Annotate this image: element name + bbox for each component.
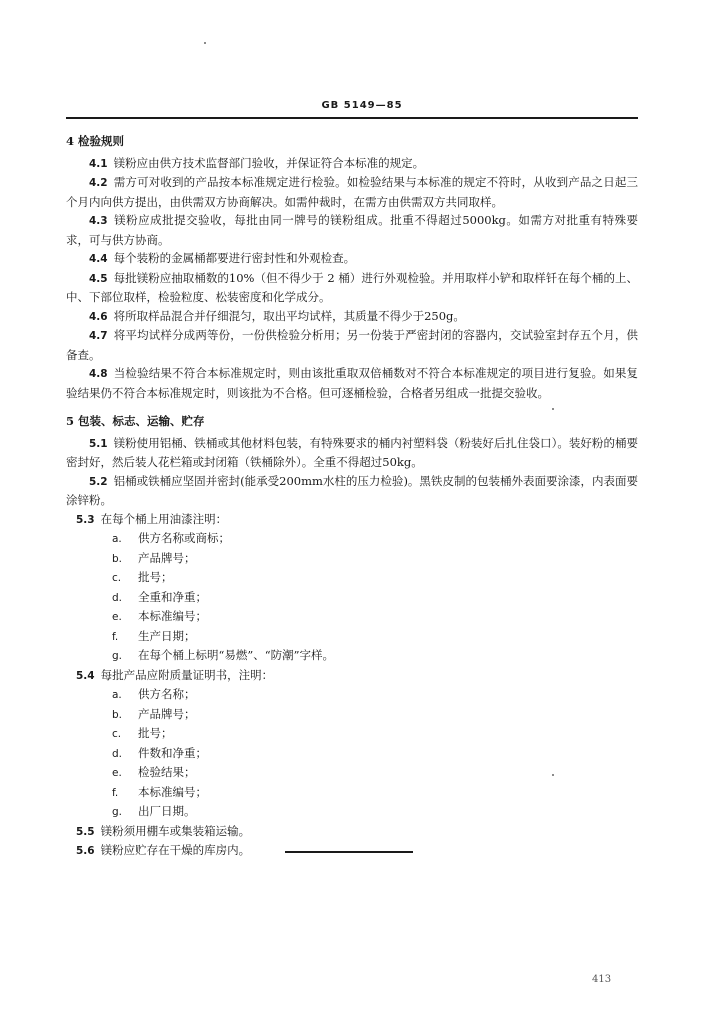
list-item: f. 本标准编号； xyxy=(112,784,207,799)
clause-4-1: 4.1 镁粉应由供方技术监督部门验收，并保证符合本标准的规定。 xyxy=(89,155,425,170)
clause-4-6: 4.6 将所取样品混合并仔细混匀，取出平均试样，其质量不得少于250g。 xyxy=(89,308,465,323)
clause-5-4: 5.4 每批产品应附质量证明书，注明： xyxy=(76,667,274,682)
clause-5-1: 5.1 镁粉使用铝桶、铁桶或其他材料包装，有特殊要求的桶内衬塑料袋（粉装好后扎住袋口）。装好粉的桶要密封好，然后装人花栏箱或封闭箱（铁桶除外）。全重不得超过50kg。 xyxy=(66,435,638,469)
clause-4-2: 4.2 需方可对收到的产品按本标准规定进行检验。如检验结果与本标准的规定不符时，从收到产品之日起三个月内向供方提出，由供需双方协商解决。如需仲裁时，在需方由供需双方共同取样。 xyxy=(66,175,638,209)
clause-5-5: 5.5 镁粉须用棚车或集装箱运输。 xyxy=(76,823,251,838)
list-item: a. 供方名称； xyxy=(112,687,196,701)
list-item: d. 件数和净重； xyxy=(112,745,207,760)
clause-4-7: 4.7 将平均试样分成两等份，一份供检验分析用；另一份装于严密封闭的容器内，交试验室封存五个月，供备查。 xyxy=(66,328,638,362)
section-heading: 4 检验规则 xyxy=(66,134,125,148)
clause-5-3: 5.3 在每个桶上用油漆注明： xyxy=(76,511,228,526)
list-item: g. 在每个桶上标明“易燃”、“防潮”字样。 xyxy=(112,648,335,662)
header-rule xyxy=(66,117,638,119)
list-item: g. 出厂日期。 xyxy=(112,804,196,818)
list-item: b. 产品牌号； xyxy=(112,550,196,565)
clause-4-3: 4.3 镁粉应成批提交验收，每批由同一牌号的镁粉组成。批重不得超过5000kg。如需方对批重有特殊要求，可与供方协商。 xyxy=(66,213,638,247)
list-item: c. 批号； xyxy=(112,570,173,584)
clause-4-4: 4.4 每个装粉的金属桶都要进行密封性和外观检查。 xyxy=(89,251,356,265)
list-item: a. 供方名称或商标； xyxy=(112,531,230,545)
list-item: e. 本标准编号； xyxy=(112,609,207,623)
page-number: 413 xyxy=(592,974,612,985)
document-code-header: GB 5149—85 xyxy=(321,100,403,111)
clause-5-6: 5.6 镁粉应贮存在干燥的库房内。 xyxy=(76,843,251,857)
document-body xyxy=(66,132,638,861)
section-heading: 5 包装、标志、运输、贮存 xyxy=(66,414,205,428)
clause-4-8: 4.8 当检验结果不符合本标准规定时，则由该批重取双倍桶数对不符合本标准规定的项目进行复验。如果复验结果仍不符合本标准规定时，则该批为不合格。但可逐桶检验，合格者另组成一批提交验收。 xyxy=(66,366,638,400)
list-item: c. 批号； xyxy=(112,726,173,740)
clause-5-2: 5.2 铝桶或铁桶应坚固并密封(能承受200mm水柱的压力检验)。黑铁皮制的包装桶外表面要涂漆，内表面要涂锌粉。 xyxy=(66,473,638,507)
list-item: e. 检验结果； xyxy=(112,765,196,779)
scan-speck xyxy=(204,42,206,44)
list-item: d. 全重和净重； xyxy=(112,589,207,604)
end-of-standard-rule xyxy=(285,851,413,853)
list-item: f. 生产日期； xyxy=(112,628,196,643)
clause-4-5: 4.5 每批镁粉应抽取桶数的10%（但不得少于 2 桶）进行外观检验。并用取样小铲和取样钎在每个桶的上、中、下部位取样，检验粒度、松装密度和化学成分。 xyxy=(66,270,638,304)
list-item: b. 产品牌号； xyxy=(112,706,196,721)
